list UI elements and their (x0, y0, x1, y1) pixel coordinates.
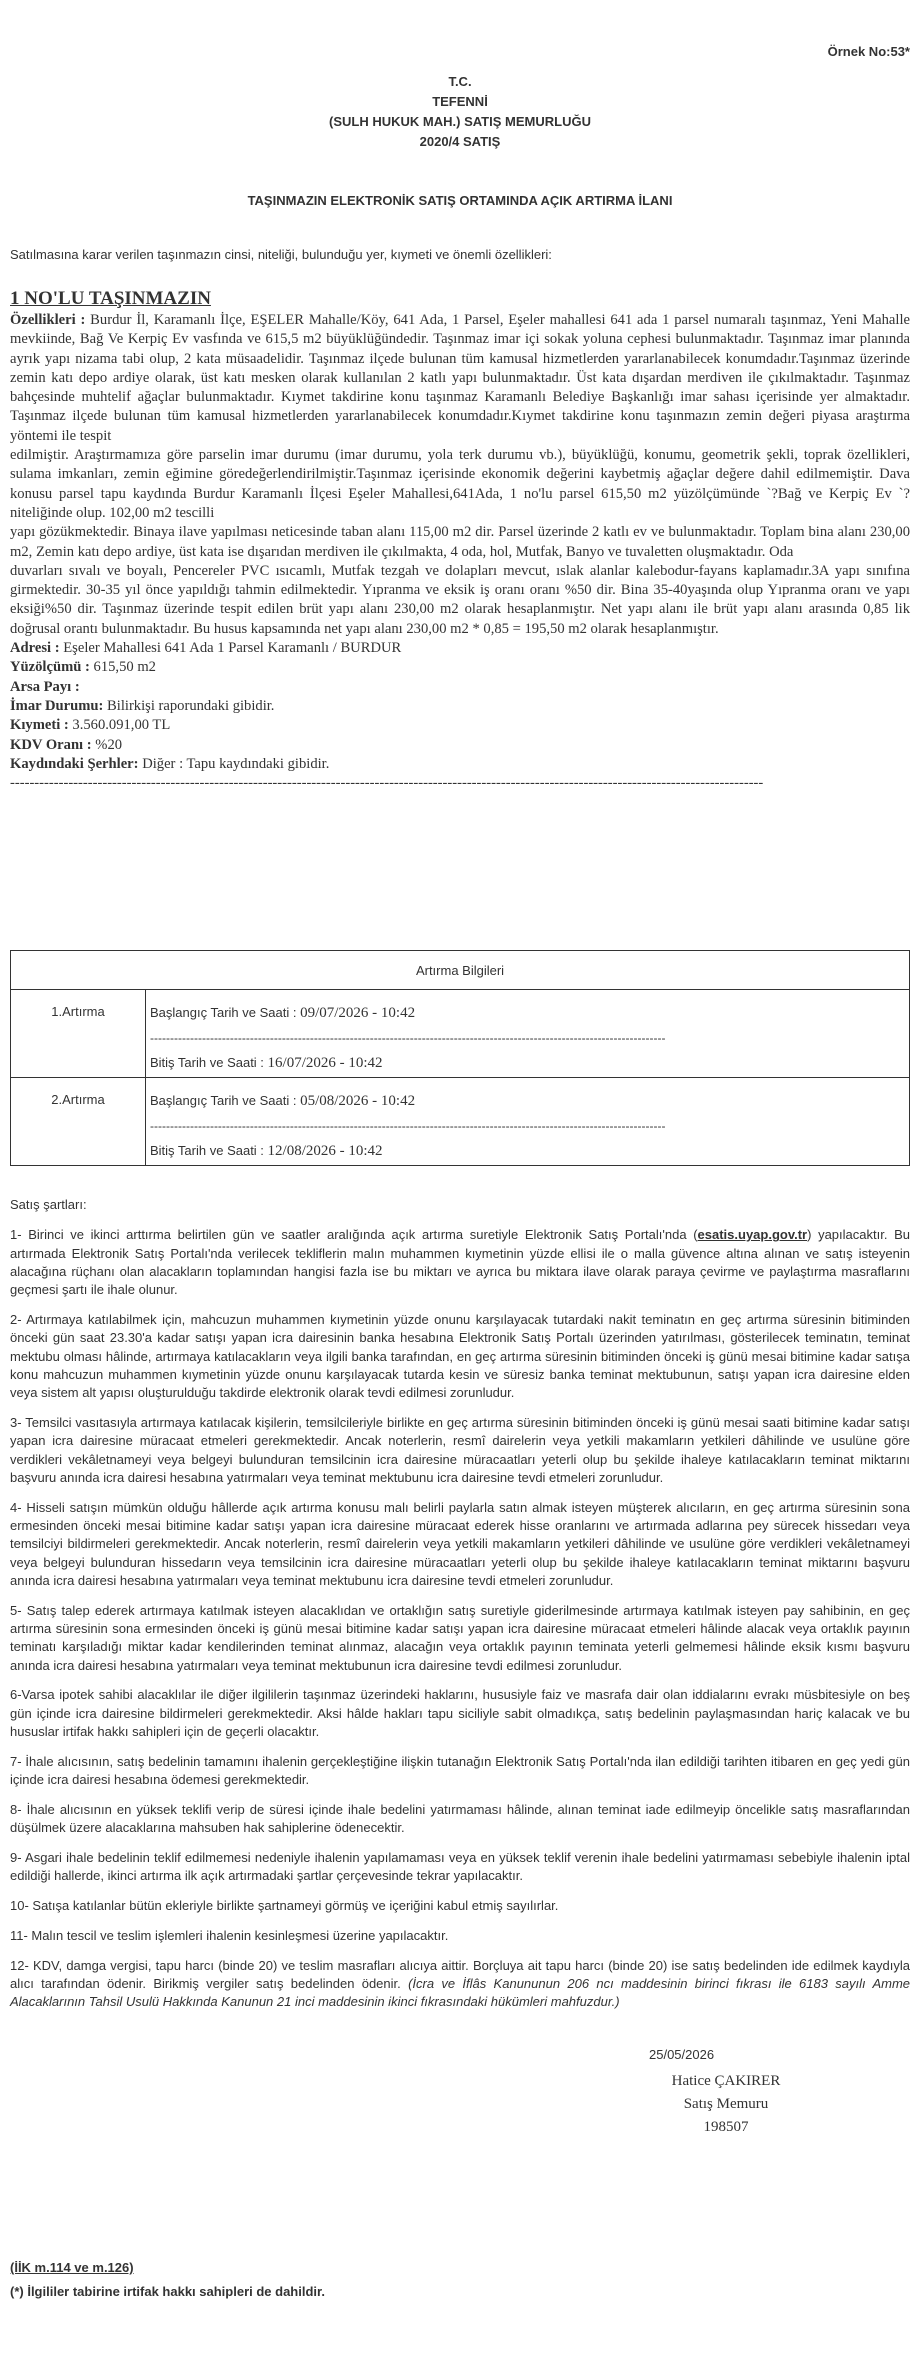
officer-title: Satış Memuru (683, 2096, 769, 2112)
term-8: 8- İhale alıcısının en yüksek teklifi verip de süresi içinde ihale bedelini yatırmaması hâlinde, alınan teminat iade edilmeyip öncelikle satış masraflarından düşülmek üzere alacaklarına mahsuben hak sahiplerine ödenecektir. (10, 1801, 910, 1836)
value-label: Kıymeti : (10, 717, 69, 734)
term-11: 11- Malın tescil ve teslim işlemleri ihalenin kesinleşmesi üzerine yapılacaktır. (10, 1927, 449, 1943)
header-office: (SULH HUKUK MAH.) SATIŞ MEMURLUĞU (329, 114, 591, 129)
term-6: 6-Varsa ipotek sahibi alacaklılar ile diğer ilgililerin taşınmaz üzerindeki haklarını, hususiyle faiz ve masrafa dair olan iddialarını evrakı müsbitesiyle on beş gün içinde icra dairesine bildirmeleri gerekmektedir. Aksi hâlde hakları tapu siciliyle sabit olmadıkça, satış bedelinin paylaşmasından hariç kalacak ve bu hususlar irtifak hakkı sahipleri için de geçerli olacaktır. (10, 1687, 910, 1739)
auction-round-label: 1.Artırma (11, 990, 146, 1078)
start-value: 05/08/2026 - 10:42 (300, 1093, 416, 1109)
address-value: Eşeler Mahallesi 641 Ada 1 Parsel Karamanlı / BURDUR (63, 640, 402, 657)
term-5: 5- Satış talep ederek artırmaya katılmak isteyen alacaklıdan ve ortaklığın satış suretiyle giderilmesinde artırmaya katılmak isteyen pay sahibinin, en geç artırma süresinin sona ermesinden önceki iş günü mesai bitimine kadar satışı yapan icra dairesine müracaat etmeleri hâlinde alacak veya ortaklık payının teminatı karşıladığı miktar kadar kendilerinden teminat alınmaz, alacağın veya ortaklık payının teminata yeterli gelmemesi hâlinde eksik kısmı başvuru anında icra dairesi hesabına yatırmaları veya teminat mektubunun icra dairesine tevdi edilmesi zorunludur. (10, 1602, 910, 1673)
term-12-legal-note: (İcra ve İflâs Kanununun 206 ncı maddesinin birinci fıkrası ile 6183 sayılı Amme Alacaklarının Tahsil Usulü Hakkında Kanunun 21 inci maddesinin ikinci fıkrasındaki hükümleri mahfuzdur.) (10, 1975, 910, 2010)
property-features-4: duvarları sıvalı ve boyalı, Pencereler PVC ısıcamlı, Mutfak tezgah ve dolapları mevcut, ıslak alanlar kalebodur-fayans kaplamadır.3A yapı sınıfına girmektedir. 30-35 yıl önce yapıldığı tahmin edilmektedir. Yıpranma ve eksik iş oranı oranı %50 dir. Bina 35-40yaşında olup Yıpranma oranı ve yapı eksiği%50 dir. Taşınmaz üzerinde tespit edilen brüt yapı alanı 230,00 m2 olarak hesaplanmıştır. Net yapı alanı ile brüt yapı alanı arasında 0,85 lik doğrusal orantı bulunmaktadır. Bu husus kapsamında net yapı alanı 230,00 m2 * 0,85 = 195,50 m2 olarak hesaplanmıştır. (10, 562, 910, 637)
date-separator: --------------------------------------------------------------------------------------------------------------------------------- (150, 1031, 666, 1045)
start-label: Başlangıç Tarih ve Saati : (150, 1005, 297, 1020)
start-label: Başlangıç Tarih ve Saati : (150, 1093, 297, 1108)
property-annotations (10, 755, 910, 774)
end-label: Bitiş Tarih ve Saati : (150, 1143, 264, 1158)
property-address (10, 639, 910, 658)
auction-table (10, 950, 910, 1166)
header-country: T.C. (448, 74, 472, 89)
esatis-link[interactable]: esatis.uyap.gov.tr (697, 1227, 808, 1243)
sale-terms (10, 1196, 910, 2023)
property-value (10, 716, 910, 735)
term-1 (10, 1226, 910, 1299)
auction-start (150, 1003, 905, 1023)
term-1-text: 1- Birinci ve ikinci arttırma belirtilen gün ve saatler aralığında açık artırma suretiyle Elektronik Satış Portalı'nda ( (10, 1227, 698, 1243)
term-12 (10, 1957, 910, 2012)
vat-label: KDV Oranı : (10, 736, 92, 753)
sample-number: Örnek No:53* (827, 44, 910, 59)
value-amount: 3.560.091,00 TL (72, 717, 171, 734)
term-12-text: 12- KDV, damga vergisi, tapu harcı (binde 20) ve teslim masrafları alıcıya aittir. Borçluya ait tapu harcı (binde 20) ise satış bedelinden ide edilmek kaydıyla alıcı tarafından ödenir. Birikmiş vergiler satış bedelinden ödenir. (10, 1957, 910, 1991)
term-3: 3- Temsilci vasıtasıyla artırmaya katılacak kişilerin, temsilcileriyle birlikte en geç artırma süresinin bitiminden önceki iş günü mesai saati bitimine kadar satışı yapan icra dairesine müracaat etmeleri gerekmektedir. Ancak noterlerin, resmî dairelerin veya yetkili makamların yetkileri dâhilinde ve usulüne göre verdikleri vekâletnameyi veya belgeyi bulunduran temsilcinin icra dairesine müracaatları yeterli olup bu şekilde ihaleye katılacakların teminat miktarını başvuru anında icra dairesi hesabına yatırmaları veya teminat mektubunu icra dairesine tevdi etmeleri zorunludur. (10, 1414, 910, 1485)
section-divider: ----------------------------------------------------------------------------------------------------------------------------------------------------------- (10, 775, 764, 792)
vat-value: %20 (95, 736, 123, 753)
annotations-value: Diğer : Tapu kaydındaki gibidir. (142, 755, 330, 772)
auction-start (150, 1091, 905, 1111)
property-features (10, 311, 910, 446)
auction-table-title: Artırma Bilgileri (11, 951, 910, 990)
features-text-1: Burdur İl, Karamanlı İlçe, EŞELER Mahalle/Köy, 641 Ada, 1 Parsel, Eşeler mahallesi 641 ada 1 parsel numaralı taşınmaz, Yeni Mahalle mevkiinde, Bağ Ve Kerpiç Ev vasfında ve 615,5 m2 büyüklüğündedir. Taşınmaz imar içi sokak yoluna cephesi bulunmaktadır. Taşınmaz imar planında ayrık yapı nizama tabi olup, 2 kata müsaadelidir. Taşınmaz ilçede bulunan tüm kamusal hizmetlerden yararlanabilecek konumdadır.Taşınmaz üzerinde zemin katı depo ardiye olarak, üst katı mesken olarak kullanılan 2 katlı yapı bulunmaktadır. Üst kata dışardan merdiven ile çıkılmaktadır. Taşınmaz bahçesinde muhtelif ağaçlar bulunmaktadır. Kıymet takdirine konu taşınmaz Karamanlı Belediye Başkanlığı imar sahası içerisinde yer almaktadır. Taşınmaz ilçede bulunan tüm kamusal hizmetlerden yararlanabilecek konumdadır.Kıymet takdirine konu taşınmazın zemin değeri piyasa araştırma yöntemi ile tespit (10, 312, 910, 444)
header-district: TEFENNİ (432, 94, 488, 109)
auction-round-label: 2.Artırma (11, 1078, 146, 1166)
header-file-number: 2020/4 SATIŞ (419, 134, 501, 149)
area-value: 615,50 m2 (93, 659, 156, 676)
term-2: 2- Artırmaya katılabilmek için, mahcuzun muhammen kıymetinin yüzde onunu karşılayacak tutardaki nakit teminatın en geç artırma süresinin bitiminden önceki gün saat 23.30'a kadar satışı yapan icra dairesinin banka hesabına Elektronik Satış Portalı üzerinden yatırılması, gösterilecek teminatın, teminat mektubu olması hâlinde, artırmaya katılacakların veya ilgili banka tarafından, en geç artırma süresinin bitiminden önceki iş günü mesai bitimine kadar satışa konu mahcuzun muhammen kıymetinin yüzde onunu karşılayacak tutarda kesin ve süresiz banka teminat mektubunun, satışı yapan icra dairesine elden veya sistem alt yapısı oluşturulduğu takdirde elektronik olarak tevdi edilmesi zorunludur. (10, 1311, 910, 1401)
signature-details (646, 2070, 806, 2139)
end-label: Bitiş Tarih ve Saati : (150, 1055, 264, 1070)
land-share-label: Arsa Payı : (10, 678, 80, 695)
term-4: 4- Hisseli satışın mümkün olduğu hâllerde açık artırma konusu malı belirli paylarla satın almak isteyen müşterek alıcıların, en geç artırma süresinin sona ermesinden önceki mesai bitimine kadar satışı yapan icra dairesine müracaat ederek hisse oranlarını ve artırmada adlarına pey sürecek hissedarı veya temsilciyi bildirmeleri gerekmektedir. Ancak noterlerin, resmî dairelerin veya yetkili makamların yetkileri dâhilinde ve usulüne göre verdikleri vekâletnameyi veya belgeyi bulunduran hissedarın veya temsilcinin icra dairesine müracaatları yeterli olup bu şekilde ihaleye katılacakların teminat miktarını başvuru anında icra dairesi hesabına yatırmaları veya teminat mektubunu icra dairesine tevdi etmeleri zorunludur. (10, 1499, 910, 1588)
term-7: 7- İhale alıcısının, satış bedelinin tamamını ihalenin gerçekleştiğine ilişkin tutanağın Elektronik Satış Portalı'nda ilan edildiği tarihten itibaren en geç yedi gün içinde icra dairesi hesabına ödemesi gerekmektedir. (10, 1753, 910, 1788)
property-features-2: edilmiştir. Araştırmamıza göre parselin imar durumu (imar durumu, yola terk durumu vb.), büyüklüğü, konumu, geometrik şekli, toprak özellikleri, sulama imkanları, zemin eğimine göredeğerlendirilmiştir.Taşınmaz içerisinde ekonomik değerini kaybetmiş ağaçlar değere dahil edilmemiştir. Dava konusu parsel tapu kaydında Burdur Karamanlı İlçesi Eşeler Mahallesi,641Ada, 1 no'lu parsel 615,50 m2 yüzölçümünde `?Bağ ve Kerpiç Ev `? niteliğinde olup. 102,00 m2 tescilli (10, 447, 910, 521)
term-9: 9- Asgari ihale bedelinin teklif edilmemesi nedeniyle ihalenin yapılamaması veya en yüksek teklif verenin ihale bedelini yatırmaması sebebiyle ihalenin iptal edildiği hallerde, ikinci artırma ilk açık artırmadaki şartlar çerçevesinde tekrar yapılacaktır. (10, 1849, 910, 1884)
term-10: 10- Satışa katılanlar bütün ekleriyle birlikte şartnameyi görmüş ve içeriğini kabul etmiş sayılırlar. (10, 1898, 559, 1913)
start-value: 09/07/2026 - 10:42 (300, 1005, 416, 1021)
property-heading: 1 NO'LU TAŞINMAZIN (10, 288, 211, 309)
end-value: 16/07/2026 - 10:42 (267, 1055, 383, 1071)
signature-block (600, 2047, 840, 2139)
zoning-label: İmar Durumu: (10, 697, 104, 714)
property-section (10, 287, 910, 793)
term-1-text-end: ) yapılacaktır. Bu artırmada Elektronik Satış Portalı'nda verilecek tekliflerin malın muhammen kıymetinin yüzde ellisi ile o malla güvence altına alınan ve satış isteyenin alacağına rüçhanı olan alacakların toplamından hangisi fazla ise bu miktarı ve ayrıca bu miktara ilave olarak paraya çevirme ve paylaştırma masraflarını geçmesi şartı ile ihale olunur. (10, 1227, 910, 1298)
document-header (0, 72, 920, 152)
auction-end (150, 1141, 905, 1161)
terms-title: Satış şartları: (10, 1197, 87, 1212)
officer-number: 198507 (703, 2119, 749, 2135)
property-vat (10, 736, 910, 755)
intro-text: Satılmasına karar verilen taşınmazın cinsi, niteliği, bulunduğu yer, kıymeti ve önemli özellikleri: (10, 247, 552, 262)
property-zoning (10, 697, 910, 716)
footnotes (10, 2256, 325, 2304)
property-area (10, 658, 910, 677)
features-label: Özellikleri : (10, 312, 86, 328)
signature-date: 25/05/2026 (649, 2047, 715, 2062)
footnote-note: (*) İlgililer tabirine irtifak hakkı sahipleri de dahildir. (10, 2284, 325, 2299)
auction-round-dates (146, 990, 910, 1078)
notice-title: TAŞINMAZIN ELEKTRONİK SATIŞ ORTAMINDA AÇIK ARTIRMA İLANI (247, 193, 673, 208)
property-features-3: yapı gözükmektedir. Binaya ilave yapılması neticesinde taban alanı 115,00 m2 dir. Parsel üzerinde 2 katlı ev ve bulunmaktadır. Toplam bina alanı 230,00 m2, Zemin katı depo ardiye, üst kata ise dışarıdan merdiven ile çıkılmakta, 4 oda, hol, Mutfak, Banyo ve tuvaletten oluşmaktadır. Oda (10, 524, 910, 560)
area-label: Yüzölçümü : (10, 659, 90, 676)
address-label: Adresi : (10, 640, 60, 657)
law-reference: (İİK m.114 ve m.126) (10, 2260, 134, 2275)
property-land-share (10, 678, 910, 697)
end-value: 12/08/2026 - 10:42 (267, 1143, 383, 1159)
annotations-label: Kaydındaki Şerhler: (10, 755, 139, 772)
officer-name: Hatice ÇAKIRER (671, 2073, 781, 2089)
date-separator: --------------------------------------------------------------------------------------------------------------------------------- (150, 1119, 666, 1133)
auction-round-dates (146, 1078, 910, 1166)
zoning-value: Bilirkişi raporundaki gibidir. (107, 697, 275, 714)
auction-end (150, 1053, 905, 1073)
